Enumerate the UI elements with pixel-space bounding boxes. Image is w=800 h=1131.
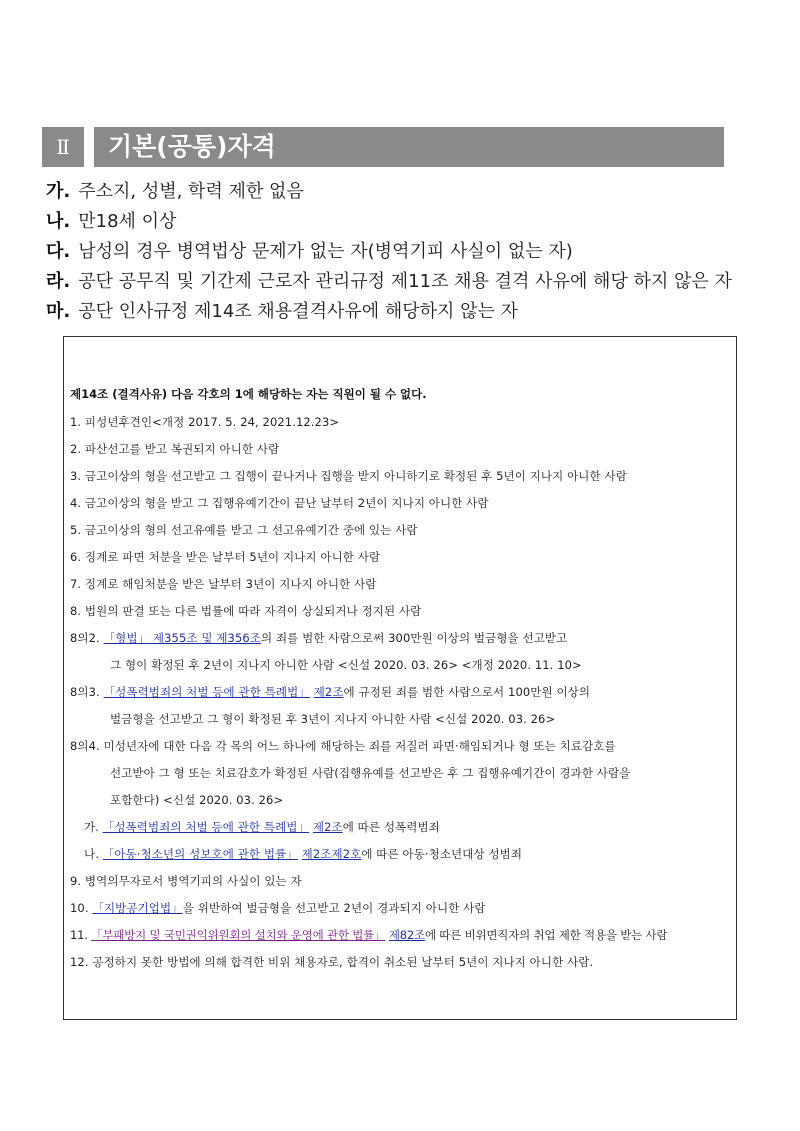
requirement-item (46, 177, 746, 207)
law-item-8-4-cont: 선고받아 그 형 또는 치료감호가 확정된 사람(집행유예를 선고받은 후 그 집행유예기간이 경과한 사람을 (110, 766, 631, 780)
item-text: 을 위반하여 벌금형을 선고받고 2년이 경과되지 아니한 사람 (182, 901, 486, 915)
law-item-8-3 (70, 684, 590, 700)
item-prefix: 10. (70, 901, 93, 915)
requirement-text: 공단 공무직 및 기간제 근로자 관리규정 제11조 채용 결격 사유에 해당 하지 않은 자 (78, 271, 732, 292)
requirement-marker: 라. (46, 271, 71, 292)
item-prefix: 나. (84, 847, 103, 861)
law-link-criminal-act[interactable]: 「형법」 제355조 및 제356조 (103, 631, 261, 645)
requirement-text: 공단 인사규정 제14조 채용결격사유에 해당하지 않는 자 (78, 301, 519, 322)
law-item-2: 2. 파산선고를 받고 복권되지 아니한 사람 (70, 442, 280, 456)
law-item-3: 3. 금고이상의 형을 선고받고 그 집행이 끝나거나 집행을 받지 아니하기로 확정된 후 5년이 지나지 아니한 사람 (70, 469, 627, 483)
law-item-8: 8. 법원의 판결 또는 다른 법률에 따라 자격이 상실되거나 정지된 사람 (70, 604, 422, 618)
law-item-7: 7. 징계로 해임처분을 받은 날부터 3년이 지나지 아니한 사람 (70, 577, 377, 591)
law-link-article-2[interactable]: 제2조 (312, 820, 343, 834)
law-item-12: 12. 공정하지 못한 방법에 의해 합격한 비위 채용자로, 합격이 취소된 날부터 5년이 지나지 아니한 사람. (70, 955, 594, 969)
law-item-1: 1. 피성년후견인<개정 2017. 5. 24, 2021.12.23> (70, 415, 340, 429)
law-article-title: 제14조 (결격사유) 다음 각호의 1에 해당하는 자는 직원이 될 수 없다. (70, 387, 427, 401)
law-item-8-2 (70, 630, 567, 646)
requirement-marker: 나. (46, 211, 71, 232)
item-prefix: 8의3. (70, 685, 104, 699)
law-item-11 (70, 927, 667, 943)
law-item-8-4-cont2: 포함한다) <신설 2020. 03. 26> (110, 793, 284, 807)
law-link-article-2-2[interactable]: 제2조제2호 (301, 847, 362, 861)
item-text: 에 따른 비위면직자의 취업 제한 적용을 받는 사람 (424, 928, 668, 942)
law-subitem-ga (84, 819, 440, 835)
law-item-6: 6. 징계로 파면 처분을 받은 날부터 5년이 지나지 아니한 사람 (70, 550, 381, 564)
law-item-10 (70, 900, 486, 916)
section-header (42, 127, 724, 167)
requirement-item (46, 297, 746, 327)
requirement-text: 만18세 이상 (78, 211, 177, 232)
item-prefix: 11. (70, 928, 92, 942)
law-item-8-3-cont: 벌금형을 선고받고 그 형이 확정된 후 3년이 지나지 아니한 사람 <신설 2020. 03. 26> (110, 712, 556, 726)
item-text: 에 따른 성폭력범죄 (342, 820, 440, 834)
law-link-sexual-crimes-act[interactable]: 「성폭력범죄의 처벌 등에 관한 특례법」 (102, 820, 310, 834)
item-text: 에 규정된 죄를 범한 사람으로서 100만원 이상의 (343, 685, 591, 699)
item-text: 에 따른 아동·청소년대상 성범죄 (361, 847, 523, 861)
law-excerpt-box (63, 336, 737, 1020)
law-item-9: 9. 병역의무자로서 병역기피의 사실이 있는 자 (70, 874, 302, 888)
requirement-item (46, 267, 746, 297)
requirement-marker: 가. (46, 181, 71, 202)
law-link-sexual-crimes-act[interactable]: 「성폭력범죄의 처벌 등에 관한 특례법」 (103, 685, 310, 699)
law-item-4: 4. 금고이상의 형을 받고 그 집행유예기간이 끝난 날부터 2년이 지나지 아니한 사람 (70, 496, 489, 510)
law-item-5: 5. 금고이상의 형의 선고유예를 받고 그 선고유예기간 중에 있는 사람 (70, 523, 418, 537)
law-subitem-na (84, 846, 522, 862)
requirement-item (46, 207, 746, 237)
law-link-anti-corruption-act[interactable]: 「부패방지 및 국민권익위원회의 설치와 운영에 관한 법률」 (91, 928, 386, 942)
law-link-local-public-enterprises-act[interactable]: 「지방공기업법」 (92, 901, 183, 915)
requirement-marker: 마. (46, 301, 71, 322)
item-prefix: 8의2. (70, 631, 104, 645)
law-link-youth-protection-act[interactable]: 「아동·청소년의 성보호에 관한 법률」 (102, 847, 298, 861)
law-item-8-4: 8의4. 미성년자에 대한 다음 각 목의 어느 하나에 해당하는 죄를 저질러 파면·해임되거나 형 또는 치료감호를 (70, 739, 616, 753)
law-link-article-82[interactable]: 제82조 (388, 928, 425, 942)
law-link-article-2[interactable]: 제2조 (313, 685, 344, 699)
requirement-item (46, 237, 746, 267)
section-title: 기본(공통)자격 (94, 127, 724, 167)
law-item-8-2-cont: 그 형이 확정된 후 2년이 지나지 아니한 사람 <신설 2020. 03. 26> <개정 2020. 11. 10> (110, 658, 582, 672)
item-text: 의 죄를 범한 사람으로써 300만원 이상의 벌금형을 선고받고 (261, 631, 568, 645)
requirement-marker: 다. (46, 241, 71, 262)
section-number: Ⅱ (42, 127, 84, 167)
requirement-text: 남성의 경우 병역법상 문제가 없는 자(병역기피 사실이 없는 자) (78, 241, 573, 262)
requirement-text: 주소지, 성별, 학력 제한 없음 (78, 181, 304, 202)
item-prefix: 가. (84, 820, 103, 834)
requirements-list (46, 177, 746, 327)
